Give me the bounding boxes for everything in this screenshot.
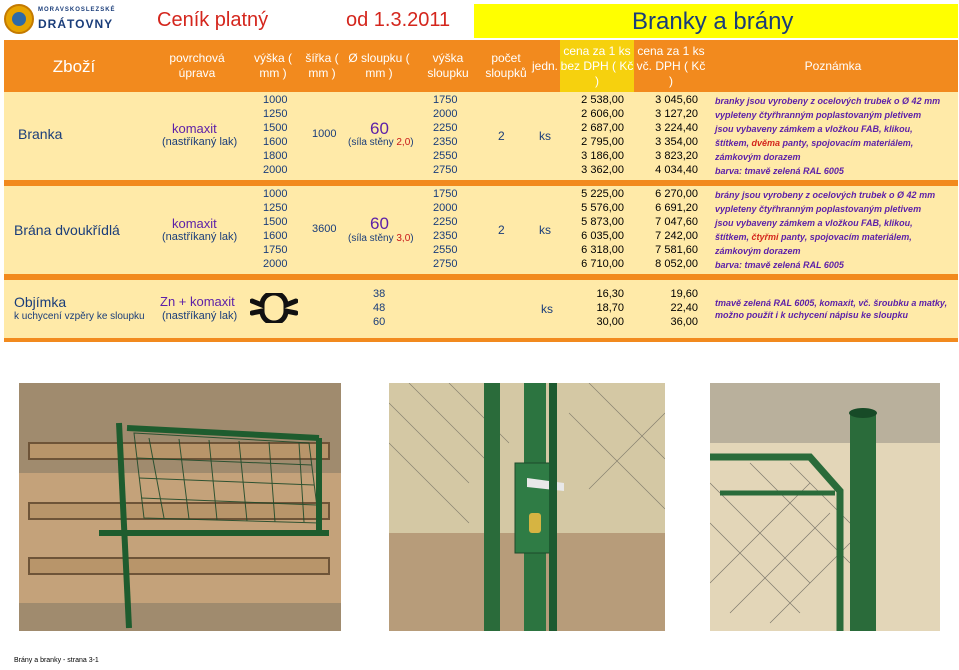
col-sloupek: Ø sloupku ( mm ) bbox=[348, 51, 410, 80]
col-vyska-sloupku: výška sloupku bbox=[427, 51, 469, 80]
branka-note-text: barva: tmavě zelená RAL 6005 bbox=[715, 166, 844, 176]
photo-gate-corner bbox=[710, 383, 940, 631]
branka-note-line bbox=[715, 96, 940, 106]
brana-row-price-bez-dph: 6 710,00 bbox=[581, 258, 624, 270]
branka-row-price-vc-dph: 3 354,00 bbox=[655, 136, 698, 148]
branka-note-line bbox=[715, 166, 844, 176]
col-jedn: jedn. bbox=[531, 58, 559, 73]
branka-row-price-vc-dph: 3 045,60 bbox=[655, 94, 698, 106]
brana-sila-prefix: (síla stěny bbox=[348, 233, 397, 244]
branka-name: Branka bbox=[18, 126, 63, 142]
brana-row-price-bez-dph: 5 225,00 bbox=[581, 188, 624, 200]
logo-emblem-icon bbox=[4, 4, 34, 34]
objimka-row-price-vc-dph: 22,40 bbox=[670, 302, 698, 314]
branka-pocet: 2 bbox=[498, 129, 505, 143]
brana-note-line bbox=[715, 232, 912, 242]
brana-note-text: zámkovým dorazem bbox=[715, 246, 801, 256]
brana-note-text: barva: tmavě zelená RAL 6005 bbox=[715, 260, 844, 270]
brana-povrch-note: (nastříkaný lak) bbox=[162, 231, 238, 243]
brana-note-text: vypleteny čtyřhranným poplastovaným pletivem bbox=[715, 204, 922, 214]
objimka-note-2: možno použít i k uchycení nápisu ke sloupku bbox=[715, 310, 909, 320]
branka-row-price-vc-dph: 4 034,40 bbox=[655, 164, 698, 176]
brana-row-vyska: 1750 bbox=[263, 244, 288, 256]
col-vyska: výška ( mm ) bbox=[253, 51, 292, 80]
brana-note-line bbox=[715, 218, 913, 228]
branka-row-vyska: 1500 bbox=[263, 122, 288, 134]
page-footer: Brány a branky - strana 3-1 bbox=[14, 657, 99, 664]
branka-sila-prefix: (síla stěny bbox=[348, 137, 397, 148]
branka-note-line bbox=[715, 110, 921, 120]
branka-row-vyska-sloupku: 2550 bbox=[433, 150, 458, 162]
branka-note-text: branky jsou vyrobeny z ocelových trubek o Ø 42 mm bbox=[715, 96, 941, 106]
photo-gate-pallet bbox=[19, 383, 341, 631]
brana-note-text: jsou vybaveny zámkem a vložkou FAB, klikou, bbox=[715, 218, 913, 228]
brana-row-vyska-sloupku: 2550 bbox=[433, 244, 458, 256]
brana-row-price-vc-dph: 7 242,00 bbox=[655, 230, 698, 242]
branka-sila-suffix: ) bbox=[410, 137, 414, 148]
objimka-row-price-vc-dph: 36,00 bbox=[670, 316, 698, 328]
branka-row-vyska: 1600 bbox=[263, 136, 288, 148]
brana-row-vyska: 1500 bbox=[263, 216, 288, 228]
brana-row-vyska-sloupku: 1750 bbox=[433, 188, 458, 200]
branka-jedn: ks bbox=[539, 129, 551, 143]
branka-note-line bbox=[715, 138, 913, 148]
col-vc-dph: cena za 1 ks vč. DPH ( Kč ) bbox=[636, 43, 706, 88]
branka-row-price-vc-dph: 3 127,20 bbox=[655, 108, 698, 120]
col-bez-dph: cena za 1 ks bez DPH ( Kč ) bbox=[560, 40, 634, 92]
logo-text-small: MORAVSKOSLEZSKÉ bbox=[38, 7, 116, 13]
col-pocet: počet sloupků bbox=[485, 51, 527, 80]
table-header bbox=[4, 40, 958, 92]
clamp-icon bbox=[250, 293, 298, 323]
branka-sila bbox=[348, 137, 414, 148]
brana-note-highlight: čtyřmi bbox=[751, 232, 779, 242]
objimka-name: Objímka bbox=[14, 294, 67, 310]
brana-sirka: 3600 bbox=[312, 223, 337, 235]
page-heading: Branky a brány bbox=[632, 8, 794, 35]
photo-gate-lock bbox=[389, 383, 665, 631]
brana-row-vyska: 1600 bbox=[263, 230, 288, 242]
branka-sirka: 1000 bbox=[312, 128, 337, 140]
col-povrch: povrchová úprava bbox=[169, 51, 225, 80]
brana-row-vyska: 1000 bbox=[263, 188, 288, 200]
branka-row-vyska: 1800 bbox=[263, 150, 288, 162]
objimka-row-diameter: 48 bbox=[373, 302, 386, 314]
objimka-sub: k uchycení vzpěry ke sloupku bbox=[14, 311, 145, 322]
brana-note-line bbox=[715, 260, 844, 270]
branka-row-price-vc-dph: 3 823,20 bbox=[655, 150, 698, 162]
objimka-row-price-bez-dph: 16,30 bbox=[596, 288, 624, 300]
brana-note-line bbox=[715, 204, 921, 214]
branka-row-price-bez-dph: 2 687,00 bbox=[581, 122, 624, 134]
brana-note-line bbox=[715, 246, 801, 256]
brana-sloupek: 60 bbox=[370, 214, 389, 233]
branka-row-vyska-sloupku: 2750 bbox=[433, 164, 458, 176]
brana-row-price-bez-dph: 6 035,00 bbox=[581, 230, 624, 242]
branka-row-vyska-sloupku: 2350 bbox=[433, 136, 458, 148]
brana-sila bbox=[348, 233, 414, 244]
branka-note-line bbox=[715, 124, 913, 134]
col-poznamka: Poznámka bbox=[804, 58, 862, 73]
branka-note-text: jsou vybaveny zámkem a vložkou FAB, klikou, bbox=[715, 124, 913, 134]
brana-row-vyska-sloupku: 2000 bbox=[433, 202, 458, 214]
company-logo bbox=[4, 4, 116, 34]
brana-note-text: brány jsou vyrobeny z ocelových trubek o Ø 42 mm bbox=[715, 190, 936, 200]
objimka-row-diameter: 38 bbox=[373, 288, 386, 300]
branka-row-vyska-sloupku: 1750 bbox=[433, 94, 458, 106]
col-zbozi: Zboží bbox=[52, 56, 96, 76]
brana-sila-value: 3,0 bbox=[396, 233, 411, 244]
objimka-povrch: Zn + komaxit bbox=[160, 294, 235, 309]
brana-note-text: štítkem, bbox=[715, 232, 752, 242]
brana-row-price-vc-dph: 7 047,60 bbox=[655, 216, 698, 228]
brana-pocet: 2 bbox=[498, 223, 505, 237]
brana-row-vyska-sloupku: 2250 bbox=[433, 216, 458, 228]
branka-row-vyska: 2000 bbox=[263, 164, 288, 176]
brana-row-price-bez-dph: 6 318,00 bbox=[581, 244, 624, 256]
objimka-row-price-bez-dph: 30,00 bbox=[596, 316, 624, 328]
brana-row-vyska-sloupku: 2750 bbox=[433, 258, 458, 270]
brana-row-vyska: 1250 bbox=[263, 202, 288, 214]
brana-row-price-vc-dph: 8 052,00 bbox=[655, 258, 698, 270]
brana-row-price-vc-dph: 6 270,00 bbox=[655, 188, 698, 200]
brana-row-vyska-sloupku: 2350 bbox=[433, 230, 458, 242]
objimka-row-price-vc-dph: 19,60 bbox=[670, 288, 698, 300]
brana-name: Brána dvoukřídlá bbox=[14, 222, 120, 238]
branka-row-price-bez-dph: 3 362,00 bbox=[581, 164, 624, 176]
brana-note-line bbox=[715, 190, 935, 200]
brana-row-price-vc-dph: 7 581,60 bbox=[655, 244, 698, 256]
price-list-date: od 1.3.2011 bbox=[346, 9, 451, 31]
objimka-section bbox=[4, 280, 958, 338]
col-sirka: šířka ( mm ) bbox=[305, 51, 339, 80]
brana-note-rest: panty, spojovacím materiálem, bbox=[778, 232, 912, 242]
branka-row-price-bez-dph: 3 186,00 bbox=[581, 150, 624, 162]
branka-row-vyska-sloupku: 2000 bbox=[433, 108, 458, 120]
branka-note-text: vypleteny čtyřhranným poplastovaným pletivem bbox=[715, 110, 922, 120]
objimka-row-price-bez-dph: 18,70 bbox=[596, 302, 624, 314]
section-separator bbox=[4, 338, 958, 342]
price-list-title: Ceník platný bbox=[157, 9, 269, 31]
branka-sloupek: 60 bbox=[370, 119, 389, 138]
branka-note-rest: panty, spojovacím materiálem, bbox=[780, 138, 914, 148]
brana-row-price-bez-dph: 5 576,00 bbox=[581, 202, 624, 214]
branka-sila-value: 2,0 bbox=[396, 137, 411, 148]
branka-row-vyska: 1000 bbox=[263, 94, 288, 106]
brana-jedn: ks bbox=[539, 223, 551, 237]
page-heading-box bbox=[474, 4, 958, 38]
branka-note-text: zámkovým dorazem bbox=[715, 152, 801, 162]
branka-row-vyska: 1250 bbox=[263, 108, 288, 120]
brana-row-price-vc-dph: 6 691,20 bbox=[655, 202, 698, 214]
objimka-note-1: tmavě zelená RAL 6005, komaxit, vč. šroubku a matky, bbox=[715, 298, 948, 308]
brana-povrch: komaxit bbox=[172, 216, 217, 231]
branka-povrch: komaxit bbox=[172, 121, 217, 136]
branka-note-highlight: dvěma bbox=[751, 138, 781, 148]
logo-text-big: DRÁTOVNY bbox=[38, 17, 114, 31]
branka-row-vyska-sloupku: 2250 bbox=[433, 122, 458, 134]
branka-row-price-bez-dph: 2 538,00 bbox=[581, 94, 624, 106]
brana-sila-suffix: ) bbox=[410, 233, 414, 244]
branka-row-price-bez-dph: 2 795,00 bbox=[581, 136, 624, 148]
objimka-jedn: ks bbox=[541, 302, 553, 316]
brana-row-price-bez-dph: 5 873,00 bbox=[581, 216, 624, 228]
branka-row-price-vc-dph: 3 224,40 bbox=[655, 122, 698, 134]
branka-povrch-note: (nastříkaný lak) bbox=[162, 136, 238, 148]
branka-note-line bbox=[715, 152, 801, 162]
objimka-row-diameter: 60 bbox=[373, 316, 386, 328]
branka-row-price-bez-dph: 2 606,00 bbox=[581, 108, 624, 120]
branka-note-text: štítkem, bbox=[715, 138, 752, 148]
brana-row-vyska: 2000 bbox=[263, 258, 288, 270]
objimka-povrch-note: (nastříkaný lak) bbox=[162, 310, 238, 322]
